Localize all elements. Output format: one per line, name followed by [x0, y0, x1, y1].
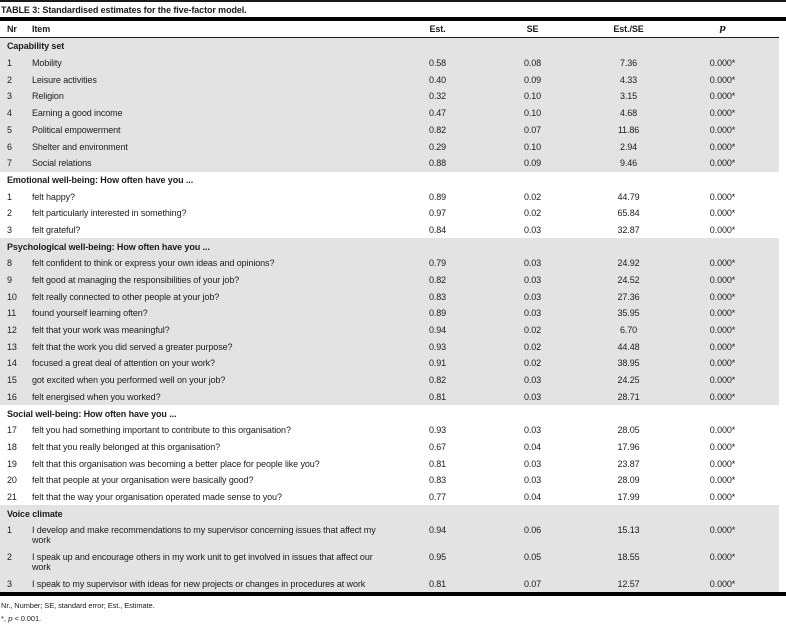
cell-se: 0.06: [523, 525, 542, 536]
cell-est-se: 27.36: [617, 291, 640, 302]
cell-est: 0.89: [428, 191, 447, 202]
cell-se: 0.09: [523, 74, 542, 85]
cell-p: 0.000*: [709, 291, 736, 302]
cell-se: 0.07: [523, 124, 542, 135]
cell-p: 0.000*: [709, 208, 736, 219]
cell-nr: 2: [7, 552, 12, 563]
column-header-row: [0, 21, 779, 39]
cell-est: 0.83: [428, 475, 447, 486]
column-header-item: Item: [32, 24, 51, 34]
cell-item: I speak up and encourage others in my work unit to get involved in issues that affect our work: [32, 552, 373, 573]
cell-item: Social relations: [32, 158, 92, 169]
cell-est-se: 24.92: [617, 258, 640, 269]
footnote: [1, 601, 786, 610]
cell-est: 0.84: [428, 224, 447, 235]
table-row: [0, 575, 779, 592]
cell-item: felt that people at your organisation were basically good?: [32, 475, 254, 486]
cell-est-se: 28.71: [617, 391, 640, 402]
cell-est: 0.81: [428, 391, 447, 402]
cell-p: 0.000*: [709, 74, 736, 85]
table-row: [0, 88, 779, 105]
cell-est-se: 35.95: [617, 308, 640, 319]
table-row: [0, 549, 779, 576]
cell-se: 0.08: [523, 58, 542, 69]
cell-nr: 8: [7, 258, 12, 269]
cell-p: 0.000*: [709, 258, 736, 269]
table-row: [0, 71, 779, 88]
table-row: [0, 455, 779, 472]
section-header: Voice climate: [7, 508, 63, 519]
cell-p: 0.000*: [709, 275, 736, 286]
cell-est-se: 38.95: [617, 358, 640, 369]
cell-p: 0.000*: [709, 124, 736, 135]
cell-item: felt energised when you worked?: [32, 391, 161, 402]
cell-est: 0.81: [428, 458, 447, 469]
cell-nr: 10: [7, 291, 17, 302]
cell-item: I develop and make recommendations to my supervisor concerning issues that affect my work: [32, 525, 376, 546]
cell-item: felt really connected to other people at your job?: [32, 291, 220, 302]
table-section: [0, 172, 779, 239]
cell-p: 0.000*: [709, 391, 736, 402]
cell-est-se: 44.48: [617, 341, 640, 352]
table-row: [0, 55, 779, 72]
cell-se: 0.05: [523, 552, 542, 563]
cell-item: Religion: [32, 91, 64, 102]
cell-se: 0.07: [523, 578, 542, 589]
cell-item: Mobility: [32, 58, 62, 69]
cell-item: found yourself learning often?: [32, 308, 148, 319]
cell-nr: 18: [7, 441, 17, 452]
footnote-text: Nr., Number; SE, standard error; Est., Estimate.: [1, 601, 155, 610]
cell-est: 0.94: [428, 525, 447, 536]
cell-se: 0.03: [523, 291, 542, 302]
section-header: Capability set: [7, 41, 65, 52]
cell-est: 0.82: [428, 124, 447, 135]
cell-nr: 12: [7, 325, 17, 336]
cell-nr: 1: [7, 58, 12, 69]
cell-est: 0.29: [428, 141, 447, 152]
cell-est: 0.91: [428, 358, 447, 369]
cell-nr: 14: [7, 358, 17, 369]
cell-se: 0.02: [523, 358, 542, 369]
cell-p: 0.000*: [709, 308, 736, 319]
cell-item: focused a great deal of attention on your work?: [32, 358, 215, 369]
cell-se: 0.02: [523, 191, 542, 202]
cell-est: 0.83: [428, 291, 447, 302]
table-row: [0, 288, 779, 305]
cell-item: Shelter and environment: [32, 141, 128, 152]
cell-se: 0.02: [523, 341, 542, 352]
cell-item: felt grateful?: [32, 224, 81, 235]
cell-se: 0.03: [523, 308, 542, 319]
table-row: [0, 338, 779, 355]
cell-est-se: 4.68: [619, 108, 638, 119]
table-row: [0, 355, 779, 372]
table-row: [0, 255, 779, 272]
table-row: [0, 138, 779, 155]
cell-est: 0.40: [428, 74, 447, 85]
cell-nr: 13: [7, 341, 17, 352]
cell-p: 0.000*: [709, 191, 736, 202]
cell-est: 0.32: [428, 91, 447, 102]
cell-est: 0.88: [428, 158, 447, 169]
cell-item: felt that your work was meaningful?: [32, 325, 170, 336]
cell-nr: 7: [7, 158, 12, 169]
cell-est: 0.94: [428, 325, 447, 336]
cell-nr: 11: [7, 308, 17, 319]
cell-est-se: 7.36: [619, 58, 638, 69]
cell-p: 0.000*: [709, 475, 736, 486]
cell-nr: 3: [7, 91, 12, 102]
cell-nr: 6: [7, 141, 12, 152]
cell-item: felt that this organisation was becoming a better place for people like you?: [32, 458, 320, 469]
cell-item: felt that the way your organisation operated made sense to you?: [32, 491, 282, 502]
cell-nr: 2: [7, 74, 12, 85]
cell-est: 0.97: [428, 208, 447, 219]
cell-se: 0.03: [523, 275, 542, 286]
cell-nr: 3: [7, 578, 12, 589]
cell-p: 0.000*: [709, 525, 736, 536]
cell-se: 0.03: [523, 458, 542, 469]
cell-p: 0.000*: [709, 458, 736, 469]
cell-est-se: 24.52: [617, 275, 640, 286]
cell-se: 0.09: [523, 158, 542, 169]
footnote-text: < 0.001.: [12, 613, 41, 623]
cell-nr: 5: [7, 124, 12, 135]
cell-item: Political empowerment: [32, 124, 121, 135]
cell-se: 0.10: [523, 91, 542, 102]
cell-est: 0.93: [428, 341, 447, 352]
table-row: [0, 522, 779, 549]
cell-p: 0.000*: [709, 578, 736, 589]
cell-est-se: 12.57: [617, 578, 640, 589]
table-row: [0, 272, 779, 289]
cell-se: 0.03: [523, 391, 542, 402]
cell-est: 0.47: [428, 108, 447, 119]
cell-p: 0.000*: [709, 58, 736, 69]
cell-nr: 9: [7, 275, 12, 286]
cell-est: 0.77: [428, 491, 447, 502]
cell-p: 0.000*: [709, 358, 736, 369]
cell-nr: 2: [7, 208, 12, 219]
cell-se: 0.10: [523, 108, 542, 119]
cell-se: 0.10: [523, 141, 542, 152]
cell-p: 0.000*: [709, 224, 736, 235]
cell-nr: 1: [7, 191, 12, 202]
cell-est: 0.93: [428, 425, 447, 436]
cell-est: 0.67: [428, 441, 447, 452]
cell-est-se: 28.09: [617, 475, 640, 486]
cell-se: 0.03: [523, 475, 542, 486]
cell-p: 0.000*: [709, 375, 736, 386]
cell-item: felt confident to think or express your own ideas and opinions?: [32, 258, 275, 269]
cell-est: 0.58: [428, 58, 447, 69]
column-header-p: p: [719, 24, 726, 34]
cell-p: 0.000*: [709, 425, 736, 436]
cell-se: 0.03: [523, 425, 542, 436]
cell-est-se: 9.46: [619, 158, 638, 169]
column-header-se: SE: [526, 24, 539, 34]
cell-p: 0.000*: [709, 491, 736, 502]
table-row: [0, 205, 779, 222]
cell-item: felt you had something important to contribute to this organisation?: [32, 425, 291, 436]
cell-est-se: 15.13: [617, 525, 640, 536]
footnote-italic-text: p: [7, 613, 13, 623]
cell-p: 0.000*: [709, 441, 736, 452]
cell-est-se: 28.05: [617, 425, 640, 436]
table-section: [0, 38, 779, 172]
table-row: [0, 105, 779, 122]
section-header: Emotional well-being: How often have you ...: [7, 174, 194, 185]
cell-est-se: 18.55: [617, 552, 640, 563]
cell-est-se: 17.96: [617, 441, 640, 452]
cell-est: 0.79: [428, 258, 447, 269]
cell-nr: 20: [7, 475, 17, 486]
column-header-est-se: Est./SE: [613, 24, 644, 34]
cell-item: felt happy?: [32, 191, 75, 202]
cell-est-se: 32.87: [617, 224, 640, 235]
table-row: [0, 388, 779, 405]
cell-est-se: 11.86: [617, 124, 640, 135]
cell-item: felt particularly interested in something?: [32, 208, 187, 219]
table-row: [0, 222, 779, 239]
cell-item: Earning a good income: [32, 108, 123, 119]
cell-se: 0.04: [523, 441, 542, 452]
table-section: [0, 505, 779, 592]
table-row: [0, 155, 779, 172]
footnote-text: *,: [1, 613, 8, 623]
table-row: [0, 121, 779, 138]
cell-nr: 17: [7, 425, 17, 436]
cell-item: felt good at managing the responsibilities of your job?: [32, 275, 240, 286]
cell-p: 0.000*: [709, 158, 736, 169]
cell-est: 0.82: [428, 375, 447, 386]
cell-item: Leisure activities: [32, 74, 97, 85]
cell-se: 0.03: [523, 375, 542, 386]
table-row: [0, 472, 779, 489]
cell-p: 0.000*: [709, 552, 736, 563]
cell-item: felt that the work you did served a greater purpose?: [32, 341, 233, 352]
cell-nr: 3: [7, 224, 12, 235]
section-header: Psychological well-being: How often have you ...: [7, 241, 210, 252]
cell-nr: 21: [7, 491, 17, 502]
column-header-nr: Nr: [7, 24, 17, 34]
cell-est-se: 23.87: [617, 458, 640, 469]
cell-est-se: 17.99: [617, 491, 640, 502]
table-row: [0, 422, 779, 439]
column-header-est: Est.: [429, 24, 446, 34]
cell-est: 0.81: [428, 578, 447, 589]
cell-est-se: 4.33: [619, 74, 638, 85]
footnote: [1, 614, 786, 623]
cell-est-se: 65.84: [617, 208, 640, 219]
table-section: [0, 238, 779, 405]
cell-se: 0.03: [523, 224, 542, 235]
cell-p: 0.000*: [709, 325, 736, 336]
cell-se: 0.03: [523, 258, 542, 269]
cell-nr: 1: [7, 525, 12, 536]
cell-se: 0.04: [523, 491, 542, 502]
table-row: [0, 372, 779, 389]
cell-se: 0.02: [523, 325, 542, 336]
table-section: [0, 405, 779, 505]
cell-p: 0.000*: [709, 341, 736, 352]
cell-est-se: 6.70: [619, 325, 638, 336]
cell-nr: 19: [7, 458, 17, 469]
section-header: Social well-being: How often have you ...: [7, 408, 177, 419]
cell-item: felt that you really belonged at this organisation?: [32, 441, 221, 452]
cell-est-se: 44.79: [617, 191, 640, 202]
table-title: TABLE 3: Standardised estimates for the five-factor model.: [1, 4, 247, 15]
table-body: [0, 38, 786, 592]
cell-p: 0.000*: [709, 91, 736, 102]
cell-est-se: 24.25: [617, 375, 640, 386]
cell-est: 0.95: [428, 552, 447, 563]
table-row: [0, 439, 779, 456]
cell-est: 0.89: [428, 308, 447, 319]
cell-est: 0.82: [428, 275, 447, 286]
cell-est-se: 2.94: [619, 141, 638, 152]
cell-p: 0.000*: [709, 141, 736, 152]
cell-p: 0.000*: [709, 108, 736, 119]
cell-item: I speak to my supervisor with ideas for new projects or changes in procedures at work: [32, 578, 366, 589]
cell-item: got excited when you performed well on your job?: [32, 375, 226, 386]
footnotes: [0, 596, 786, 623]
table-row: [0, 322, 779, 339]
cell-se: 0.02: [523, 208, 542, 219]
table-row: [0, 305, 779, 322]
table-row: [0, 188, 779, 205]
cell-nr: 4: [7, 108, 12, 119]
cell-nr: 15: [7, 375, 17, 386]
table-row: [0, 489, 779, 506]
cell-nr: 16: [7, 391, 17, 402]
cell-est-se: 3.15: [619, 91, 638, 102]
